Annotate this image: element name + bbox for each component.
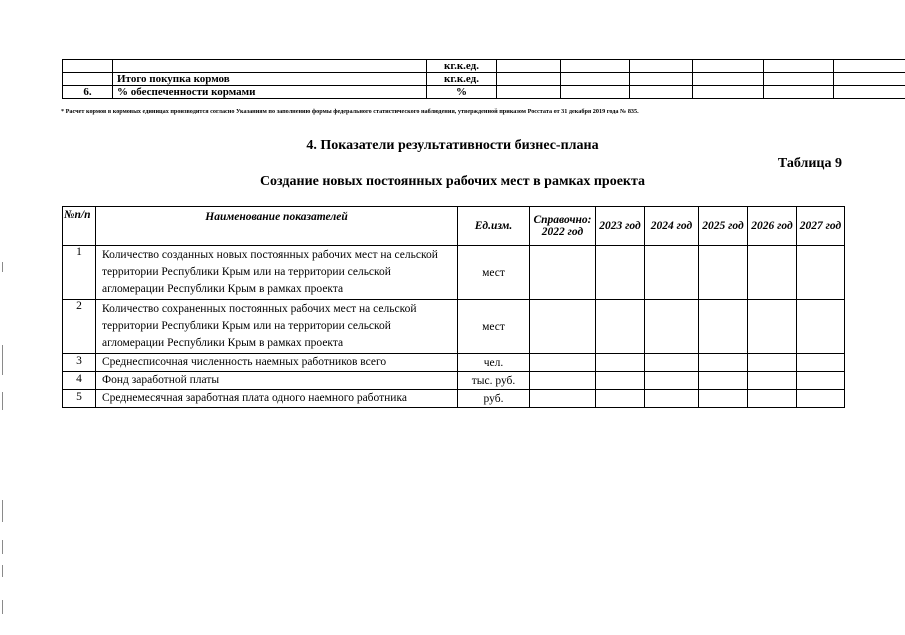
header-unit: Ед.изм.	[458, 207, 530, 246]
row-name: Фонд заработной платы	[96, 372, 458, 390]
empty-cell	[497, 60, 561, 73]
empty-cell	[630, 60, 693, 73]
row-number	[63, 73, 113, 86]
row-name: Среднемесячная заработная плата одного наемного работника	[96, 390, 458, 408]
header-reference-line1: Справочно:	[533, 214, 592, 226]
empty-cell	[693, 60, 764, 73]
empty-cell	[645, 246, 699, 300]
row-unit: тыс. руб.	[458, 372, 530, 390]
row-name: Количество созданных новых постоянных рабочих мест на сельской территории Республики Крым или на территории сельской агломерации Республики Крым в рамках проекта	[96, 246, 458, 300]
table-row	[63, 60, 905, 73]
empty-cell	[596, 300, 645, 354]
empty-cell	[797, 390, 845, 408]
empty-cell	[596, 372, 645, 390]
table-number-label: Таблица 9	[777, 156, 842, 171]
table-row	[63, 372, 845, 390]
empty-cell	[699, 390, 748, 408]
header-year-2026: 2026 год	[748, 207, 797, 246]
empty-cell	[596, 390, 645, 408]
table-caption: Создание новых постоянных рабочих мест в рамках проекта	[259, 174, 646, 189]
header-reference-line2: 2022 год	[541, 226, 584, 238]
empty-cell	[748, 390, 797, 408]
header-year-2027: 2027 год	[797, 207, 845, 246]
empty-cell	[645, 354, 699, 372]
header-reference-2022	[530, 207, 596, 246]
empty-cell	[645, 300, 699, 354]
empty-cell	[530, 390, 596, 408]
row-unit: руб.	[458, 390, 530, 408]
empty-cell	[693, 73, 764, 86]
jobs-creation-table	[62, 206, 845, 408]
scan-edge-mark	[2, 262, 3, 272]
empty-cell	[797, 246, 845, 300]
header-year-2025: 2025 год	[699, 207, 748, 246]
row-name: Количество сохраненных постоянных рабочих мест на сельской территории Республики Крым или на территории сельской агломерации Республики Крым в рамках проекта	[96, 300, 458, 354]
header-row	[63, 207, 845, 246]
empty-cell	[561, 60, 630, 73]
empty-cell	[797, 354, 845, 372]
row-name: % обеспеченности кормами	[113, 86, 427, 99]
empty-cell	[630, 73, 693, 86]
empty-cell	[530, 246, 596, 300]
footnote: * Расчет кормов в кормовых единицах производится согласно Указаниям по заполнению формы федерального статистического наблюдения, утвержденной приказом Росстата от 31 декабря 2019 года № 835.	[61, 108, 639, 115]
scan-edge-mark	[2, 500, 3, 522]
empty-cell	[530, 372, 596, 390]
row-name	[113, 60, 427, 73]
row-unit: чел.	[458, 354, 530, 372]
scan-edge-mark	[2, 392, 3, 410]
row-name: Итого покупка кормов	[113, 73, 427, 86]
row-number: 5	[63, 390, 96, 408]
scan-edge-mark	[2, 540, 3, 554]
empty-cell	[596, 246, 645, 300]
row-number: 1	[63, 246, 96, 300]
empty-cell	[693, 86, 764, 99]
empty-cell	[834, 86, 905, 99]
empty-cell	[530, 354, 596, 372]
row-number: 6.	[63, 86, 113, 99]
empty-cell	[561, 86, 630, 99]
empty-cell	[797, 372, 845, 390]
empty-cell	[748, 300, 797, 354]
row-unit: кг.к.ед.	[427, 60, 497, 73]
empty-cell	[748, 372, 797, 390]
scan-edge-mark	[2, 565, 3, 577]
empty-cell	[748, 246, 797, 300]
row-unit: мест	[458, 246, 530, 300]
empty-cell	[764, 73, 834, 86]
empty-cell	[530, 300, 596, 354]
empty-cell	[834, 60, 905, 73]
row-number: 3	[63, 354, 96, 372]
header-year-2023: 2023 год	[596, 207, 645, 246]
row-name: Среднесписочная численность наемных работников всего	[96, 354, 458, 372]
empty-cell	[699, 246, 748, 300]
table-row	[63, 390, 845, 408]
row-unit: мест	[458, 300, 530, 354]
row-number: 2	[63, 300, 96, 354]
empty-cell	[764, 86, 834, 99]
scan-edge-mark	[2, 345, 3, 375]
row-unit: %	[427, 86, 497, 99]
scan-edge-mark	[2, 600, 3, 614]
empty-cell	[764, 60, 834, 73]
row-number	[63, 60, 113, 73]
row-unit: кг.к.ед.	[427, 73, 497, 86]
empty-cell	[645, 372, 699, 390]
table-row	[63, 246, 845, 300]
table-row	[63, 73, 905, 86]
empty-cell	[645, 390, 699, 408]
feed-purchase-table-fragment	[62, 59, 905, 99]
header-year-2024: 2024 год	[645, 207, 699, 246]
empty-cell	[497, 73, 561, 86]
empty-cell	[748, 354, 797, 372]
empty-cell	[699, 372, 748, 390]
empty-cell	[797, 300, 845, 354]
table-row	[63, 86, 905, 99]
row-number: 4	[63, 372, 96, 390]
header-number: №п/п	[63, 207, 96, 246]
empty-cell	[699, 354, 748, 372]
section-title: 4. Показатели результативности бизнес-плана	[306, 138, 599, 153]
table-row	[63, 354, 845, 372]
empty-cell	[561, 73, 630, 86]
header-indicator-name: Наименование показателей	[96, 207, 458, 246]
empty-cell	[630, 86, 693, 99]
empty-cell	[497, 86, 561, 99]
table-row	[63, 300, 845, 354]
empty-cell	[596, 354, 645, 372]
empty-cell	[834, 73, 905, 86]
empty-cell	[699, 300, 748, 354]
